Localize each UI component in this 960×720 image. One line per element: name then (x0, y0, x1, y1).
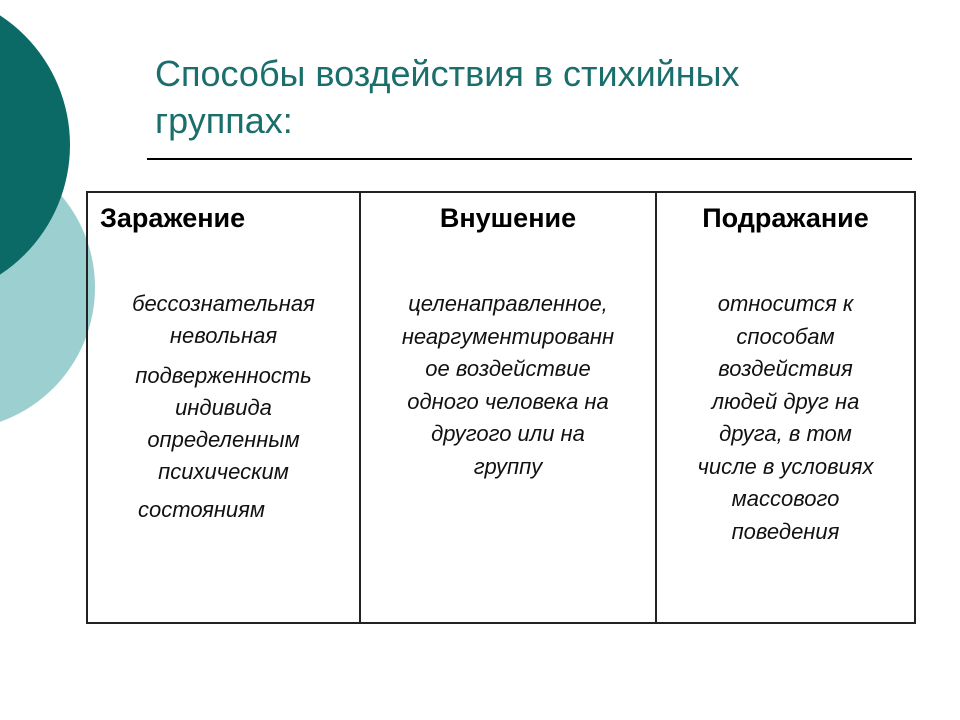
column-imitation (657, 193, 914, 622)
title-divider (147, 158, 912, 160)
column-infection (88, 193, 361, 622)
text-line: невольная (169, 323, 278, 348)
text-line: друга, в том (719, 421, 852, 446)
column-suggestion (361, 193, 657, 622)
text-line: подверженность (135, 363, 312, 388)
text-line: ое воздействие (425, 356, 591, 381)
text-line: бессознательная (132, 291, 315, 316)
slide-title-line-1: Способы воздействия в стихийных (155, 53, 740, 94)
text-line: другого или на (431, 421, 585, 446)
column-header-suggestion: Внушение (439, 203, 577, 233)
column-text-suggestion (361, 288, 655, 483)
column-header-imitation: Подражание (702, 203, 869, 233)
text-line: людей друг на (711, 388, 860, 414)
methods-table (86, 191, 916, 624)
text-line: воздействия (718, 356, 853, 381)
text-line: числе в условиях (697, 453, 874, 479)
text-line: одного человека на (407, 388, 609, 414)
column-text-infection (88, 288, 359, 526)
text-line: поведения (731, 518, 840, 544)
text-line: состояниям (138, 497, 265, 522)
text-line: неаргументированн (401, 323, 615, 349)
slide-title (155, 50, 915, 144)
column-text-imitation (657, 288, 914, 548)
text-line: целенаправленное, (408, 291, 608, 316)
column-header-infection: Заражение (100, 203, 246, 233)
text-line: индивида (175, 395, 272, 420)
text-line: определенным (147, 427, 300, 452)
text-line: относится к (717, 291, 854, 316)
text-line: массового (731, 486, 840, 511)
slide-title-line-2: группах: (155, 100, 293, 141)
text-line: способам (736, 323, 835, 349)
text-line: психическим (158, 459, 289, 484)
text-line: группу (473, 453, 543, 479)
